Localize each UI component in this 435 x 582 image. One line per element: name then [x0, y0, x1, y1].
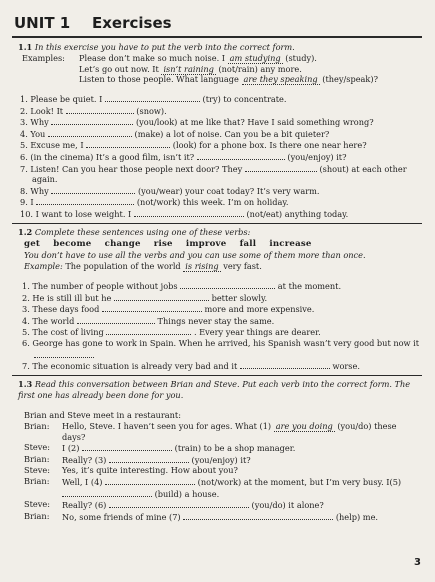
example-label: Example:	[24, 261, 63, 271]
item-text: (make) a lot of noise. Can you be a bit quieter?	[131, 128, 330, 139]
item-number: 2.	[20, 105, 31, 116]
dialog-segment: Really? (3)	[62, 454, 109, 465]
item-number: 4.	[20, 128, 31, 139]
item-text: (look) for a phone box. Is there one near here?	[170, 140, 367, 151]
answer-blank[interactable]	[86, 139, 170, 148]
exercise-item	[20, 128, 420, 140]
item-text: You	[30, 128, 48, 139]
dialog-segment: (train) to be a shop manager.	[172, 443, 296, 454]
exercise-1-1-instruction	[18, 42, 423, 53]
dialog-segment: No, some friends of mine (7)	[62, 511, 184, 522]
answer-blank[interactable]	[62, 488, 152, 497]
item-text: (not/eat) anything today.	[243, 208, 349, 219]
dialog-segment: (you/do) it alone?	[248, 500, 324, 511]
exercise-instruction: Complete these sentences using one of these verbs:	[34, 227, 251, 237]
item-text: (you/enjoy) it?	[284, 151, 347, 162]
item-text: (you/look) at me like that? Have I said something wrong?	[133, 117, 374, 128]
item-text: (try) to concentrate.	[199, 94, 287, 104]
item-number: 1.	[22, 281, 33, 291]
item-text: These days food	[32, 304, 102, 315]
example-text: Let’s go out now. It	[79, 63, 159, 74]
answer-blank[interactable]	[77, 315, 155, 324]
exercise-item	[22, 315, 420, 327]
dialog-segment: (help) me.	[333, 511, 379, 522]
item-number: 8.	[20, 185, 31, 196]
item-text: George has gone to work in Spain. When he arrived, his Spanish wasn’t very good but now it	[32, 337, 420, 348]
dialog-text	[62, 454, 422, 466]
item-text: Excuse me, I	[30, 140, 87, 151]
exercise-item	[20, 105, 420, 117]
exercise-item	[22, 280, 420, 292]
answer-blank[interactable]	[245, 163, 317, 172]
dialog-segment: Hello, Steve. I haven’t seen you for ages. What (1)	[62, 421, 274, 431]
answer-blank[interactable]	[48, 128, 132, 137]
item-number: 5.	[22, 327, 33, 338]
dialog-segment: (you/enjoy) it?	[188, 454, 251, 465]
dialog-text	[62, 511, 422, 523]
item-text: at the moment.	[275, 281, 342, 291]
exercise-item	[20, 139, 420, 151]
dialog-line	[24, 499, 422, 511]
item-number: 6.	[22, 337, 33, 348]
section-divider	[12, 375, 422, 376]
dialog	[24, 421, 422, 522]
answer-blank[interactable]	[114, 292, 209, 301]
answer-blank[interactable]	[197, 151, 285, 160]
item-number: 4.	[22, 315, 33, 326]
exercise-item	[20, 151, 420, 163]
example-answer: are they speaking	[243, 74, 318, 84]
page-title: Exercises	[92, 14, 172, 32]
dialog-text	[62, 442, 422, 454]
item-text: The world	[32, 315, 77, 326]
exercise-1-2-instruction	[18, 227, 423, 238]
dialog-text	[62, 476, 422, 499]
exercise-1-3-instruction	[18, 379, 418, 400]
exercise-number: 1.2	[18, 227, 33, 237]
section-divider	[12, 223, 422, 224]
dialog-segment: (build) a house.	[152, 488, 220, 499]
item-number: 7.	[22, 361, 33, 372]
item-text: The number of people without jobs	[32, 281, 181, 291]
page-header	[12, 14, 417, 36]
item-number: 1.	[20, 94, 31, 104]
dialog-segment: Really? (6)	[62, 500, 109, 511]
answer-blank[interactable]	[105, 476, 195, 485]
dialog-line	[24, 511, 422, 523]
speaker-name: Steve:	[24, 442, 50, 453]
dialog-text	[62, 421, 422, 442]
item-number: 6.	[20, 151, 31, 162]
dialog-line	[24, 454, 422, 466]
item-number: 3.	[20, 117, 31, 128]
exercise-item	[20, 196, 420, 208]
answer-blank[interactable]	[106, 326, 191, 335]
item-number: 7.	[20, 163, 31, 174]
dialog-line	[24, 442, 422, 454]
item-text: The economic situation is already very bad and it	[32, 361, 240, 372]
item-text: worse.	[329, 361, 360, 372]
item-text: (shout) at each other again.	[32, 163, 407, 185]
example-text: The population of the world	[65, 261, 181, 271]
item-text: Things never stay the same.	[154, 315, 275, 326]
exercise-item	[20, 208, 420, 220]
answer-blank[interactable]	[82, 442, 172, 451]
item-text: The cost of living	[32, 327, 107, 338]
speaker-name: Brian:	[24, 453, 50, 464]
example-line	[24, 261, 262, 272]
item-number: 9.	[20, 197, 31, 208]
exercise-instruction: In this exercise you have to put the verb into the correct form.	[34, 42, 295, 52]
exercise-note: You don’t have to use all the verbs and you can use some of them more than once.	[24, 250, 366, 260]
speaker-name: Steve:	[24, 465, 50, 476]
item-number: 5.	[20, 140, 31, 151]
example-text: Listen to those people. What language	[79, 74, 239, 84]
exercise-item	[20, 185, 420, 197]
speaker-name: Steve:	[24, 499, 50, 510]
item-text: I want to lose weight. I	[35, 208, 134, 219]
item-text: Look! It	[30, 105, 66, 116]
speaker-name: Brian:	[24, 510, 50, 521]
answer-blank[interactable]	[109, 454, 189, 463]
item-text: I	[30, 197, 37, 208]
example-answer: isn’t raining	[163, 63, 214, 74]
exercise-item	[20, 116, 420, 128]
dialog-text	[62, 499, 422, 511]
exercise-number: 1.1	[18, 42, 33, 52]
answer-blank[interactable]	[34, 349, 94, 358]
item-text: (snow).	[133, 105, 167, 116]
exercise-item	[22, 326, 420, 338]
answer-blank[interactable]	[183, 511, 333, 520]
item-text: . Every year things are dearer.	[191, 327, 321, 338]
speaker-name: Brian:	[24, 421, 50, 431]
answer-blank[interactable]	[109, 499, 249, 508]
exercise-item	[20, 163, 420, 185]
item-text: Please be quiet. I	[30, 94, 105, 104]
answer-blank[interactable]	[36, 196, 134, 205]
dialog-segment: I (2)	[62, 443, 83, 454]
exercise-number: 1.3	[18, 379, 33, 389]
examples-label: Examples:	[22, 53, 65, 63]
example-text: Please don’t make so much noise. I	[79, 53, 226, 63]
item-number: 10.	[20, 208, 36, 219]
exercise-1-2-items	[22, 280, 420, 372]
unit-label: UNIT 1	[14, 14, 71, 32]
answer-blank[interactable]	[134, 208, 244, 217]
exercise-item	[22, 360, 420, 372]
item-number: 3.	[22, 304, 33, 315]
page-number: 3	[414, 557, 421, 568]
item-text: more and more expensive.	[201, 304, 315, 315]
answer-blank[interactable]	[240, 360, 330, 369]
exercise-instruction: Read this conversation between Brian and Steve. Put each verb into the correct form. The first one has already been done for you.	[18, 379, 411, 400]
item-text: (you/wear) your coat today? It’s very warm.	[135, 185, 320, 196]
example-2	[79, 64, 302, 75]
dialog-segment: (not/work) at the moment, but I’m very busy. I(5)	[195, 476, 402, 487]
exercise-item	[22, 303, 420, 315]
item-text: Listen! Can you hear those people next door? They	[30, 163, 245, 174]
item-text: Why	[30, 117, 52, 128]
dialog-line	[24, 465, 422, 476]
header-rule	[12, 36, 422, 38]
dialog-intro: Brian and Steve meet in a restaurant:	[24, 410, 181, 420]
answer-blank[interactable]	[102, 303, 202, 312]
item-text: better slowly.	[208, 292, 268, 303]
example-answer: is rising	[185, 261, 219, 271]
answer-blank[interactable]	[180, 280, 275, 289]
verb-list: get become change rise improve fall increase	[24, 239, 312, 249]
example-answer: am studying	[229, 53, 281, 63]
dialog-line	[24, 421, 422, 442]
answer-blank[interactable]	[105, 93, 200, 102]
example-text: (they/speak)?	[322, 74, 378, 84]
example-1	[79, 53, 317, 64]
dialog-segment: (you/do) these days?	[62, 421, 397, 442]
answer-blank[interactable]	[51, 116, 133, 125]
dialog-line	[24, 476, 422, 499]
answer-blank[interactable]	[51, 185, 135, 194]
item-text: Why	[30, 185, 52, 196]
speaker-name: Brian:	[24, 475, 50, 486]
item-text: (in the cinema) It’s a good film, isn’t it?	[30, 151, 197, 162]
dialog-answer: are you doing	[275, 421, 333, 431]
exercise-item	[20, 93, 420, 105]
example-text: (not/rain) any more.	[218, 63, 302, 74]
exercise-1-1-items	[20, 93, 420, 220]
example-3	[79, 74, 378, 85]
dialog-text	[62, 465, 422, 476]
dialog-segment: Well, I (4)	[62, 476, 106, 487]
dialog-segment: Yes, it’s quite interesting. How about you?	[62, 465, 238, 476]
answer-blank[interactable]	[66, 105, 134, 114]
item-text: (not/work) this week. I’m on holiday.	[134, 197, 289, 208]
exercise-item	[22, 292, 420, 304]
exercise-item	[22, 338, 420, 360]
item-text: He is still ill but he	[32, 292, 114, 303]
example-text: (study).	[285, 53, 317, 63]
item-number: 2.	[22, 292, 33, 303]
example-text: very fast.	[223, 261, 262, 271]
